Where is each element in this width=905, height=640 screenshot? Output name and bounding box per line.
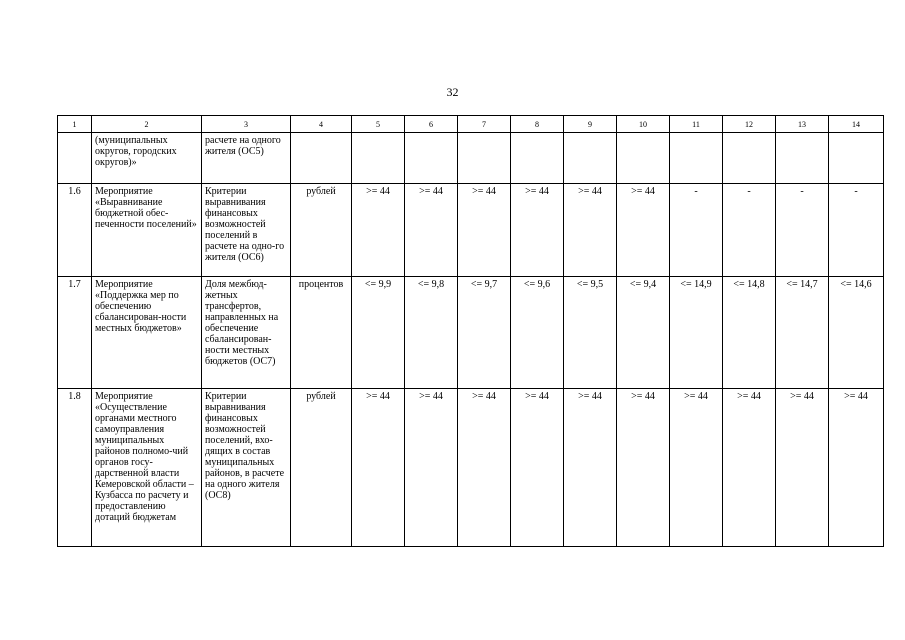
value-cell: <= 9,4 (617, 277, 670, 389)
column-number: 8 (511, 116, 564, 133)
value-cell (723, 133, 776, 184)
value-cell: >= 44 (829, 389, 884, 547)
value-cell: >= 44 (458, 389, 511, 547)
page-number: 32 (446, 85, 459, 99)
table-row (58, 133, 884, 184)
value-cell: <= 9,6 (511, 277, 564, 389)
value-cell (405, 133, 458, 184)
value-cell (617, 133, 670, 184)
value-cell: >= 44 (405, 184, 458, 277)
value-cell: <= 14,9 (670, 277, 723, 389)
value-cell: >= 44 (564, 184, 617, 277)
value-cell (458, 133, 511, 184)
column-number: 4 (291, 116, 352, 133)
column-number: 12 (723, 116, 776, 133)
value-cell (352, 133, 405, 184)
unit-cell: рублей (291, 389, 352, 547)
column-number: 1 (58, 116, 92, 133)
value-cell: <= 9,9 (352, 277, 405, 389)
unit-cell (291, 133, 352, 184)
measure-name: Мероприятие «Осуществление органами местного самоуправления муниципальных районов полномо-чий органов госу-дарственной власти Кемеровской области – Кузбасса по расчету и предоставлению дотаций бюджетам (92, 389, 202, 547)
unit-cell: процентов (291, 277, 352, 389)
value-cell: - (723, 184, 776, 277)
column-number: 10 (617, 116, 670, 133)
row-number: 1.7 (58, 277, 92, 389)
column-number-row (58, 116, 884, 133)
value-cell: <= 9,8 (405, 277, 458, 389)
value-cell: >= 44 (405, 389, 458, 547)
measure-name: Мероприятие «Поддержка мер по обеспечению сбалансирован-ности местных бюджетов» (92, 277, 202, 389)
value-cell (564, 133, 617, 184)
row-number: 1.6 (58, 184, 92, 277)
row-number: 1.8 (58, 389, 92, 547)
column-number: 2 (92, 116, 202, 133)
value-cell: >= 44 (670, 389, 723, 547)
column-number: 7 (458, 116, 511, 133)
value-cell: >= 44 (617, 389, 670, 547)
measure-name: Мероприятие «Выравнивание бюджетной обес-печенности поселений» (92, 184, 202, 277)
criteria-text: Критерии выравнивания финансовых возможностей поселений, вхо-дящих в состав муниципальных районов, в расчете на одного жителя (ОС8) (202, 389, 291, 547)
criteria-text: расчете на одного жителя (ОС5) (202, 133, 291, 184)
value-cell (829, 133, 884, 184)
value-cell: - (670, 184, 723, 277)
value-cell: >= 44 (723, 389, 776, 547)
criteria-text: Доля межбюд-жетных трансфертов, направленных на обеспечение сбалансирован-ности местных бюджетов (ОС7) (202, 277, 291, 389)
criteria-text: Критерии выравнивания финансовых возможностей поселений в расчете на одно-го жителя (ОС6) (202, 184, 291, 277)
column-number: 11 (670, 116, 723, 133)
value-cell: >= 44 (458, 184, 511, 277)
value-cell: >= 44 (617, 184, 670, 277)
value-cell (776, 133, 829, 184)
value-cell: <= 14,6 (829, 277, 884, 389)
value-cell: - (776, 184, 829, 277)
value-cell (511, 133, 564, 184)
table-row (58, 389, 884, 547)
indicators-table (57, 115, 884, 547)
value-cell: <= 9,5 (564, 277, 617, 389)
unit-cell: рублей (291, 184, 352, 277)
column-number: 13 (776, 116, 829, 133)
value-cell: - (829, 184, 884, 277)
value-cell: >= 44 (776, 389, 829, 547)
row-number (58, 133, 92, 184)
column-number: 9 (564, 116, 617, 133)
value-cell: >= 44 (352, 184, 405, 277)
table-row (58, 184, 884, 277)
value-cell: >= 44 (511, 184, 564, 277)
value-cell: >= 44 (352, 389, 405, 547)
column-number: 14 (829, 116, 884, 133)
value-cell: <= 14,8 (723, 277, 776, 389)
value-cell: >= 44 (564, 389, 617, 547)
value-cell (670, 133, 723, 184)
value-cell: <= 14,7 (776, 277, 829, 389)
measure-name: (муниципальных округов, городских округов)» (92, 133, 202, 184)
column-number: 3 (202, 116, 291, 133)
column-number: 5 (352, 116, 405, 133)
value-cell: >= 44 (511, 389, 564, 547)
table-row (58, 277, 884, 389)
value-cell: <= 9,7 (458, 277, 511, 389)
column-number: 6 (405, 116, 458, 133)
